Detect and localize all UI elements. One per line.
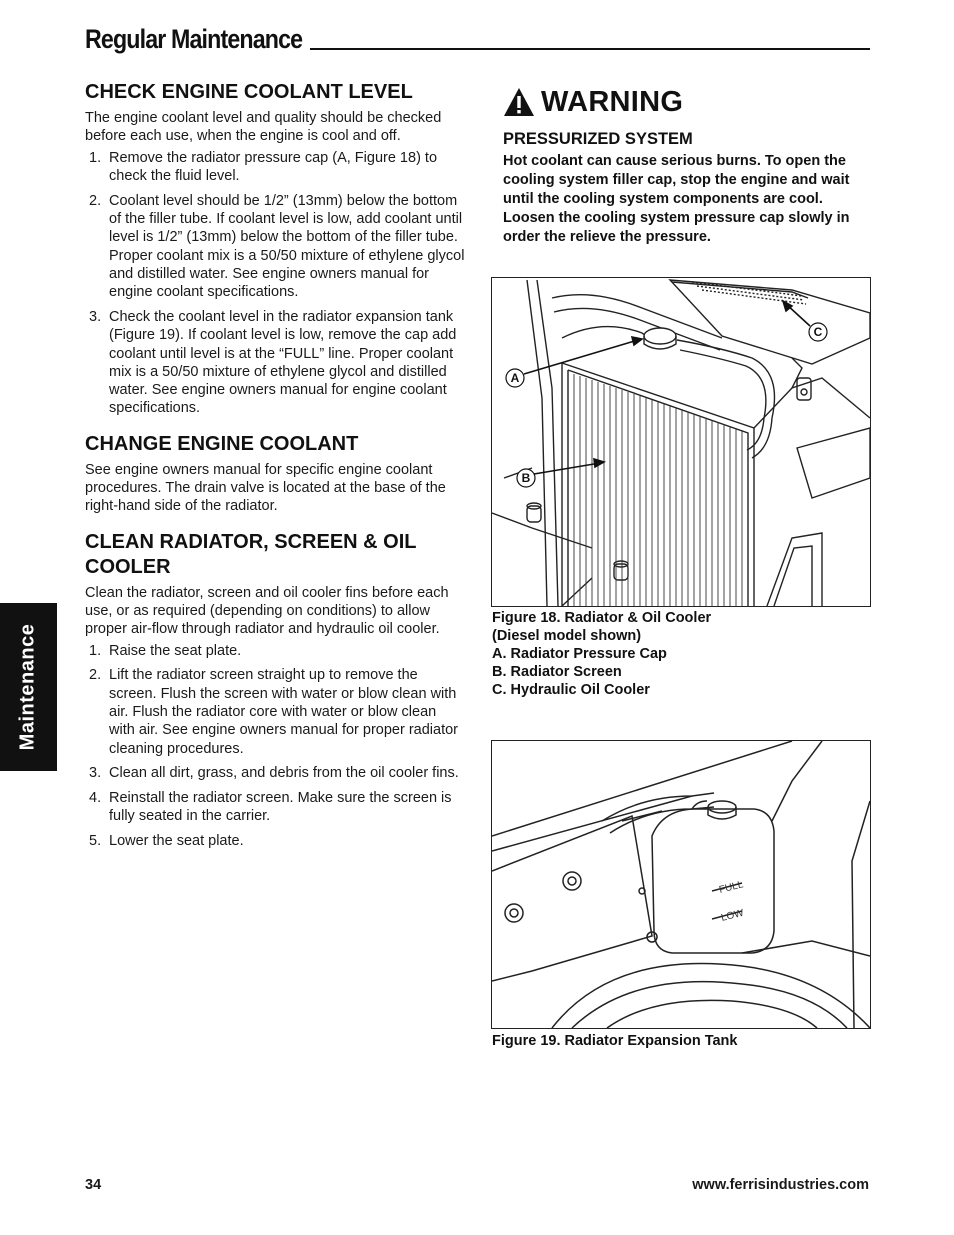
step-item — [85, 764, 465, 782]
page-number: 34 — [85, 1177, 102, 1193]
caption-line: C. Hydraulic Oil Cooler — [492, 682, 650, 698]
figure-18-radiator-illustration — [491, 277, 871, 607]
caption-line: (Diesel model shown) — [492, 628, 642, 644]
warning-box — [503, 84, 863, 247]
section-clean-radiator — [85, 530, 465, 851]
step-number: 3. — [89, 308, 102, 325]
step-item — [85, 192, 465, 302]
warning-header — [503, 84, 863, 120]
step-number: 5. — [89, 833, 102, 850]
step-number: 1. — [89, 642, 102, 659]
step-text: Coolant level should be 1/2” (13mm) below the bottom of the filler tube. If coolant level is low, add coolant until level is 1/2” (13mm) below the bottom of the filler tube. Proper coolant mix is a 50/50 mixture of ethylene glycol and distilled water. See engine owners manual for engine coolant specifications. — [109, 192, 465, 301]
step-text: Lift the radiator screen straight up to remove the screen. Flush the screen with water or blow clean with air. Flush the radiator core with water or blow clean with air. See engine owners manual for proper radiator cleaning procedures. — [109, 667, 458, 757]
section-heading: CLEAN RADIATOR, SCREEN & OIL COOLER — [85, 530, 417, 578]
warning-subtitle: PRESSURIZED SYSTEM — [503, 130, 693, 148]
step-item — [85, 642, 465, 660]
step-number: 4. — [89, 790, 102, 807]
warning-title: WARNING — [541, 85, 684, 118]
tank-full-mark: FULL — [718, 879, 745, 896]
step-text: Check the coolant level in the radiator expansion tank (Figure 19). If coolant level is low, remove the cap add coolant until level is at the “FULL” line. Proper coolant mix is a 50/50 mixture of ethylene glycol and distilled water. See engine owners manual for engine coolant specifications. — [109, 308, 457, 417]
step-item — [85, 832, 465, 850]
figure-19-caption: Figure 19. Radiator Expansion Tank — [492, 1033, 738, 1049]
step-text: Reinstall the radiator screen. Make sure the screen is fully seated in the carrier. — [109, 790, 452, 825]
step-text: Remove the radiator pressure cap (A, Figure 18) to check the fluid level. — [109, 149, 438, 184]
section-side-tab — [0, 603, 57, 771]
footer-website: www.ferrisindustries.com — [692, 1177, 869, 1193]
callout-c: C — [813, 325, 823, 339]
section-text: See engine owners manual for specific engine coolant procedures. The drain valve is located at the base of the right-hand side of the radiator. — [85, 461, 446, 515]
page-title: Regular Maintenance — [85, 24, 303, 54]
header-rule — [310, 48, 870, 50]
caption-line: B. Radiator Screen — [492, 664, 622, 680]
step-text: Clean all dirt, grass, and debris from the oil cooler fins. — [109, 765, 459, 782]
warning-text: Hot coolant can cause serious burns. To open the cooling system filler cap, stop the engine and wait until the cooling system components are cool. Loosen the cooling system pressure cap slowly in order the relieve the pressure. — [503, 153, 850, 245]
section-change-coolant — [85, 432, 465, 516]
callout-b: B — [521, 471, 531, 485]
side-tab-label: Maintenance — [16, 623, 39, 751]
caption-line: Figure 18. Radiator & Oil Cooler — [492, 610, 712, 626]
step-number: 2. — [89, 192, 102, 209]
section-intro: The engine coolant level and quality should be checked before each use, when the engine is cool and off. — [85, 110, 442, 145]
left-column — [85, 80, 465, 857]
expansion-tank-drawing — [492, 741, 870, 1028]
step-list — [85, 642, 465, 851]
radiator-drawing — [492, 278, 870, 606]
figure-18-caption — [492, 609, 711, 699]
callout-a: A — [510, 371, 520, 385]
step-item — [85, 666, 465, 757]
figure-19-expansion-tank-illustration — [491, 740, 871, 1029]
step-number: 2. — [89, 667, 102, 684]
caption-line: A. Radiator Pressure Cap — [492, 646, 667, 662]
step-item — [85, 308, 465, 418]
section-heading: CHECK ENGINE COOLANT LEVEL — [85, 81, 413, 103]
section-check-coolant — [85, 80, 465, 418]
step-number: 3. — [89, 765, 102, 782]
step-text: Lower the seat plate. — [109, 833, 244, 850]
step-item — [85, 789, 465, 826]
step-text: Raise the seat plate. — [109, 642, 242, 659]
step-number: 1. — [89, 149, 102, 166]
section-heading: CHANGE ENGINE COOLANT — [85, 432, 359, 455]
tank-low-mark: LOW — [720, 907, 745, 924]
step-list — [85, 149, 465, 418]
warning-triangle-icon — [503, 87, 535, 117]
step-item — [85, 149, 465, 186]
section-intro: Clean the radiator, screen and oil cooler fins before each use, or as required (depending on conditions) to allow proper air-flow through radiator and hydraulic oil cooler. — [85, 584, 449, 638]
